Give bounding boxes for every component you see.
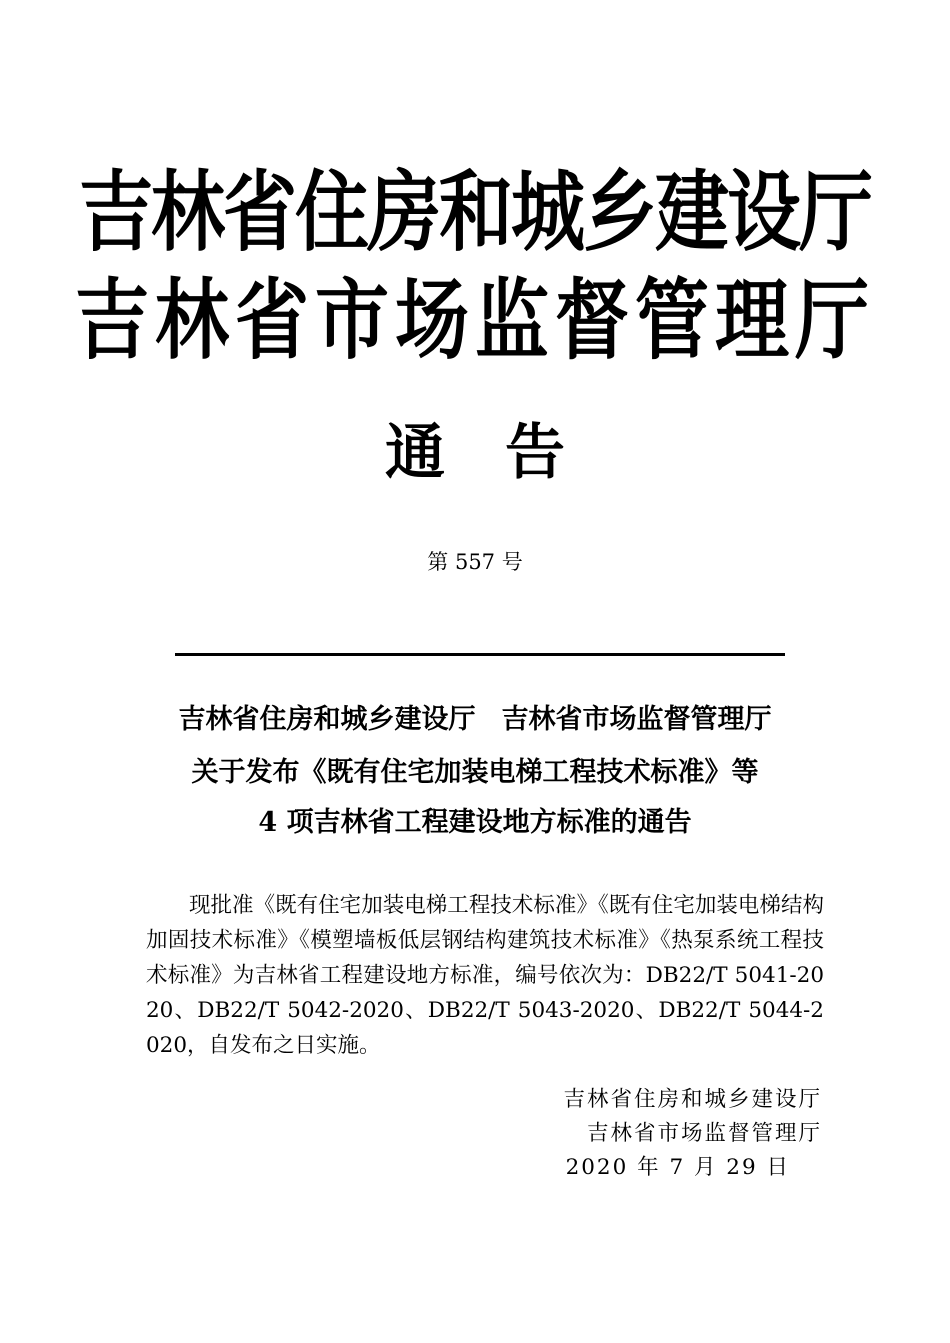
document-type-char-1: 通 xyxy=(385,418,445,488)
document-type-char-2: 告 xyxy=(505,418,565,488)
body-paragraph: 现批准《既有住宅加装电梯工程技术标准》《既有住宅加装电梯结构加固技术标准》《模塑墙板低层钢结构建筑技术标准》《热泵系统工程技术标准》为吉林省工程建设地方标准，编号依次为：DB22/T 5041-2020、DB22/T 5042-2020、DB22/T 5043-2020、DB22/T 5044-2020，自发布之日实施。 xyxy=(146,893,824,1058)
title-issuer-2: 吉林省市场监督管理厅 xyxy=(501,704,772,735)
signature-issuer-1: 吉林省住房和城乡建设厅 xyxy=(563,1087,822,1112)
signature-date: 2020 年 7 月 29 日 xyxy=(565,1155,790,1180)
title-line-3: 4 项吉林省工程建设地方标准的通告 xyxy=(258,807,692,838)
title-issuer-1: 吉林省住房和城乡建设厅 xyxy=(178,704,476,735)
document-type-heading xyxy=(0,418,950,488)
signature-issuer-2: 吉林省市场监督管理厅 xyxy=(586,1121,822,1146)
header-divider xyxy=(175,653,785,656)
title-line-2: 关于发布《既有住宅加装电梯工程技术标准》等 xyxy=(191,757,759,788)
title-line-1 xyxy=(0,702,950,738)
document-number: 第 557 号 xyxy=(427,550,523,574)
issuer-heading-housing: 吉林省住房和城乡建设厅 xyxy=(79,162,871,264)
issuer-heading-market: 吉林省市场监督管理厅 xyxy=(75,270,875,372)
